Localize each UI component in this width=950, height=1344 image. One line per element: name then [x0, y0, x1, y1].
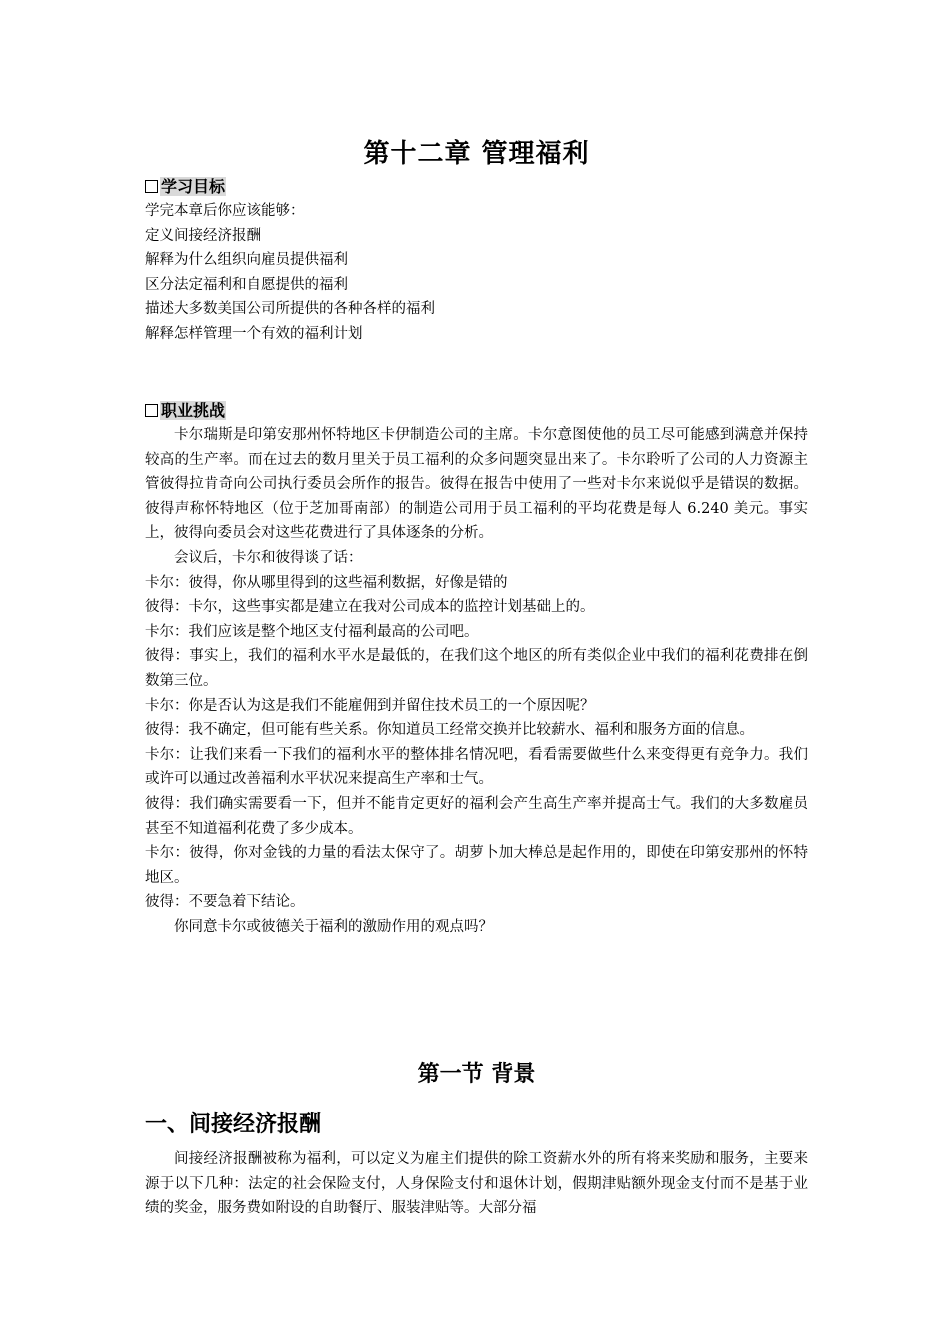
dialogue-line: 卡尔：彼得，你对金钱的力量的看法太保守了。胡萝卜加大棒总是起作用的，即使在印第安那州的怀特地区。 — [145, 845, 808, 886]
subsection-title: 一、间接经济报酬 — [145, 1111, 322, 1137]
challenge-question: 你同意卡尔或彼德关于福利的激励作用的观点吗？ — [174, 918, 493, 935]
objectives-heading — [145, 175, 808, 199]
section1-paragraph: 间接经济报酬被称为福利，可以定义为雇主们提供的除工资薪水外的所有将来奖励和服务，主要来源于以下几种：法定的社会保险支付，人身保险支付和退休计划，假期津贴额外现金支付而不是基于业绩的奖金，服务费如附设的自助餐厅、服装津贴等。大部分福 — [145, 1151, 808, 1217]
objective-item: 区分法定福利和自愿提供的福利 — [145, 276, 348, 293]
dialogue-line: 卡尔：我们应该是整个地区支付福利最高的公司吧。 — [145, 623, 479, 640]
objective-item: 解释怎样管理一个有效的福利计划 — [145, 325, 363, 342]
dialogue-line: 卡尔：让我们来看一下我们的福利水平的整体排名情况吧，看看需要做些什么来变得更有竞争力。我们或许可以通过改善福利水平状况来提高生产率和士气。 — [145, 746, 808, 788]
dialogue-line: 卡尔：你是否认为这是我们不能雇佣到并留住技术员工的一个原因呢？ — [145, 697, 595, 714]
dialogue-line: 彼得：我不确定，但可能有些关系。你知道员工经常交换并比较薪水、福利和服务方面的信息。 — [145, 722, 754, 739]
section1-body — [145, 1147, 808, 1221]
dialogue-line: 彼得：事实上，我们的福利水平水是最低的，在我们这个地区的所有类似企业中我们的福利花费排在倒数第三位。 — [145, 648, 808, 689]
dialogue-line: 彼得：我们确实需要看一下，但并不能肯定更好的福利会产生高生产率并提高士气。我们的大多数雇员甚至不知道福利花费了多少成本。 — [145, 795, 808, 837]
challenge-heading-label: 职业挑战 — [161, 401, 226, 420]
objective-item: 定义间接经济报酬 — [145, 227, 261, 244]
challenge-meeting: 会议后，卡尔和彼得谈了话： — [174, 549, 363, 566]
objective-item: 解释为什么组织向雇员提供福利 — [145, 252, 348, 269]
dialogue-line: 彼得：不要急着下结论。 — [145, 894, 305, 911]
objective-item: 学完本章后你应该能够： — [145, 203, 305, 219]
checkbox-square-icon — [145, 180, 158, 193]
challenge-intro: 卡尔瑞斯是印第安那州怀特地区卡伊制造公司的主席。卡尔意图使他的员工尽可能感到满意并保持较高的生产率。而在过去的数月里关于员工福利的众多问题突显出来了。卡尔聆听了公司的人力资源主管彼得拉肯奇向公司执行委员会所作的报告。彼得在报告中使用了一些对卡尔来说似乎是错误的数据。彼得声称怀特地区（位于芝加哥南部）的制造公司用于员工福利的平均花费是每人 6.240 美元。事实上，彼得向委员会对这些花费进行了具体逐条的分析。 — [145, 427, 808, 542]
dialogue-line: 卡尔：彼得，你从哪里得到的这些福利数据，好像是错的 — [145, 574, 508, 591]
objective-item: 描述大多数美国公司所提供的各种各样的福利 — [145, 301, 435, 318]
checkbox-square-icon — [145, 404, 158, 417]
chapter-title: 第十二章 管理福利 — [363, 139, 590, 169]
objectives-section — [145, 175, 808, 347]
challenge-heading — [145, 399, 808, 423]
challenge-section — [145, 399, 808, 939]
section-title: 第一节 背景 — [417, 1061, 536, 1087]
objectives-heading-label: 学习目标 — [161, 177, 226, 196]
dialogue-line: 彼得：卡尔，这些事实都是建立在我对公司成本的监控计划基础上的。 — [145, 599, 595, 616]
